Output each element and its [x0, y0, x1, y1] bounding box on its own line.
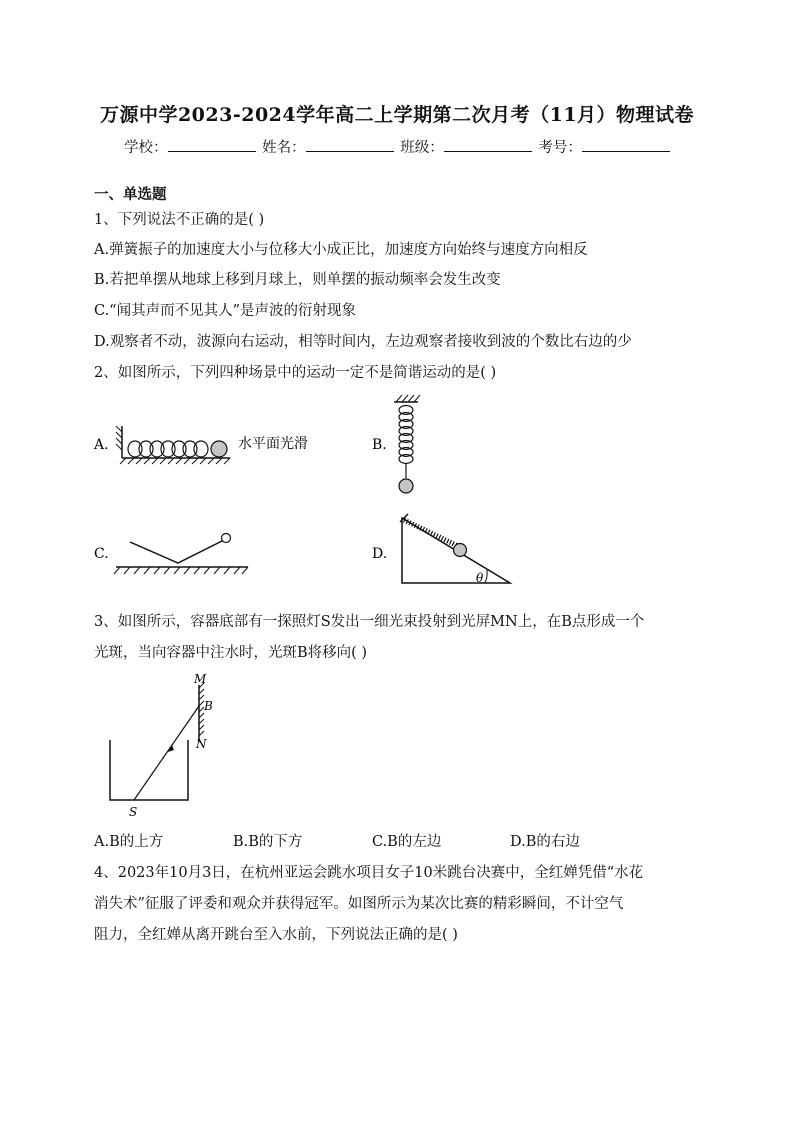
q3-option-a: A.B的上方 — [94, 834, 164, 850]
label-s: S — [129, 805, 138, 819]
fig-d-ball — [454, 544, 467, 557]
label-n: N — [196, 737, 207, 751]
q1-option-d: D.观察者不动，波源向右运动，相等时间内，左边观察者接收到波的个数比右边的少 — [94, 334, 632, 350]
section-heading: 一、单选题 — [94, 187, 167, 203]
student-info-row — [124, 136, 672, 157]
q3-figure — [100, 670, 230, 820]
figure-c-v-track — [94, 534, 248, 575]
q4-line1: 4、2023年10月3日，在杭州亚运会跳水项目女子10米跳台决赛中，全红婵凭借“水花 — [94, 865, 644, 881]
fig-b-label: B. — [372, 437, 387, 453]
q3-option-d: D.B的右边 — [510, 834, 580, 850]
name-label: 姓名： — [262, 140, 306, 156]
fig-b-ball — [399, 479, 413, 493]
figure-b-vertical-spring — [372, 395, 420, 493]
school-blank[interactable] — [168, 137, 256, 152]
q3-option-b: B.B的下方 — [233, 834, 303, 850]
school-label: 学校： — [124, 140, 168, 156]
q4-line2: 消失术”征服了评委和观众并获得冠军。如图所示为某次比赛的精彩瞬间，不计空气 — [94, 896, 624, 912]
fig-a-note: 水平面光滑 — [238, 436, 308, 452]
name-blank[interactable] — [306, 137, 394, 152]
q2-stem: 2、如图所示，下列四种场景中的运动一定不是简谐运动的是( ) — [94, 365, 497, 381]
fig-c-label: C. — [94, 546, 109, 562]
label-m: M — [194, 672, 207, 686]
q2-figures — [90, 390, 710, 590]
light-beam — [134, 706, 199, 800]
label-b: B — [204, 699, 213, 713]
q3-stem-line2: 光斑，当向容器中注水时，光斑B将移向( ) — [94, 645, 368, 661]
q4-line3: 阻力，全红婵从离开跳台至入水前，下列说法正确的是( ) — [94, 927, 458, 943]
fig-a-ball — [211, 441, 227, 457]
q3-stem-line1: 3、如图所示，容器底部有一探照灯S发出一细光束投射到光屏MN上，在B点形成一个 — [94, 614, 645, 630]
q1-option-a: A.弹簧振子的加速度大小与位移大小成正比，加速度方向始终与速度方向相反 — [94, 242, 588, 258]
figure-a-horizontal-spring — [93, 426, 230, 464]
fig-d-label: D. — [372, 546, 388, 562]
q1-stem: 1、下列说法不正确的是( ) — [94, 212, 265, 228]
class-label: 班级： — [400, 140, 444, 156]
q3-option-c: C.B的左边 — [372, 834, 442, 850]
q1-option-b: B.若把单摆从地球上移到月球上，则单摆的振动频率会发生改变 — [94, 272, 501, 288]
container — [110, 740, 188, 800]
q1-option-c: C.“闻其声而不见其人”是声波的衍射现象 — [94, 303, 357, 319]
fig-c-ball — [222, 534, 231, 543]
fig-d-theta: θ — [476, 571, 484, 585]
page-title: 万源中学2023-2024学年高二上学期第二次月考（11月）物理试卷 — [99, 104, 695, 126]
exam-number-label: 考号： — [538, 140, 582, 156]
figure-d-incline-spring — [372, 514, 510, 585]
class-blank[interactable] — [444, 137, 532, 152]
fig-a-label: A. — [94, 437, 109, 453]
exam-number-blank[interactable] — [582, 137, 670, 152]
